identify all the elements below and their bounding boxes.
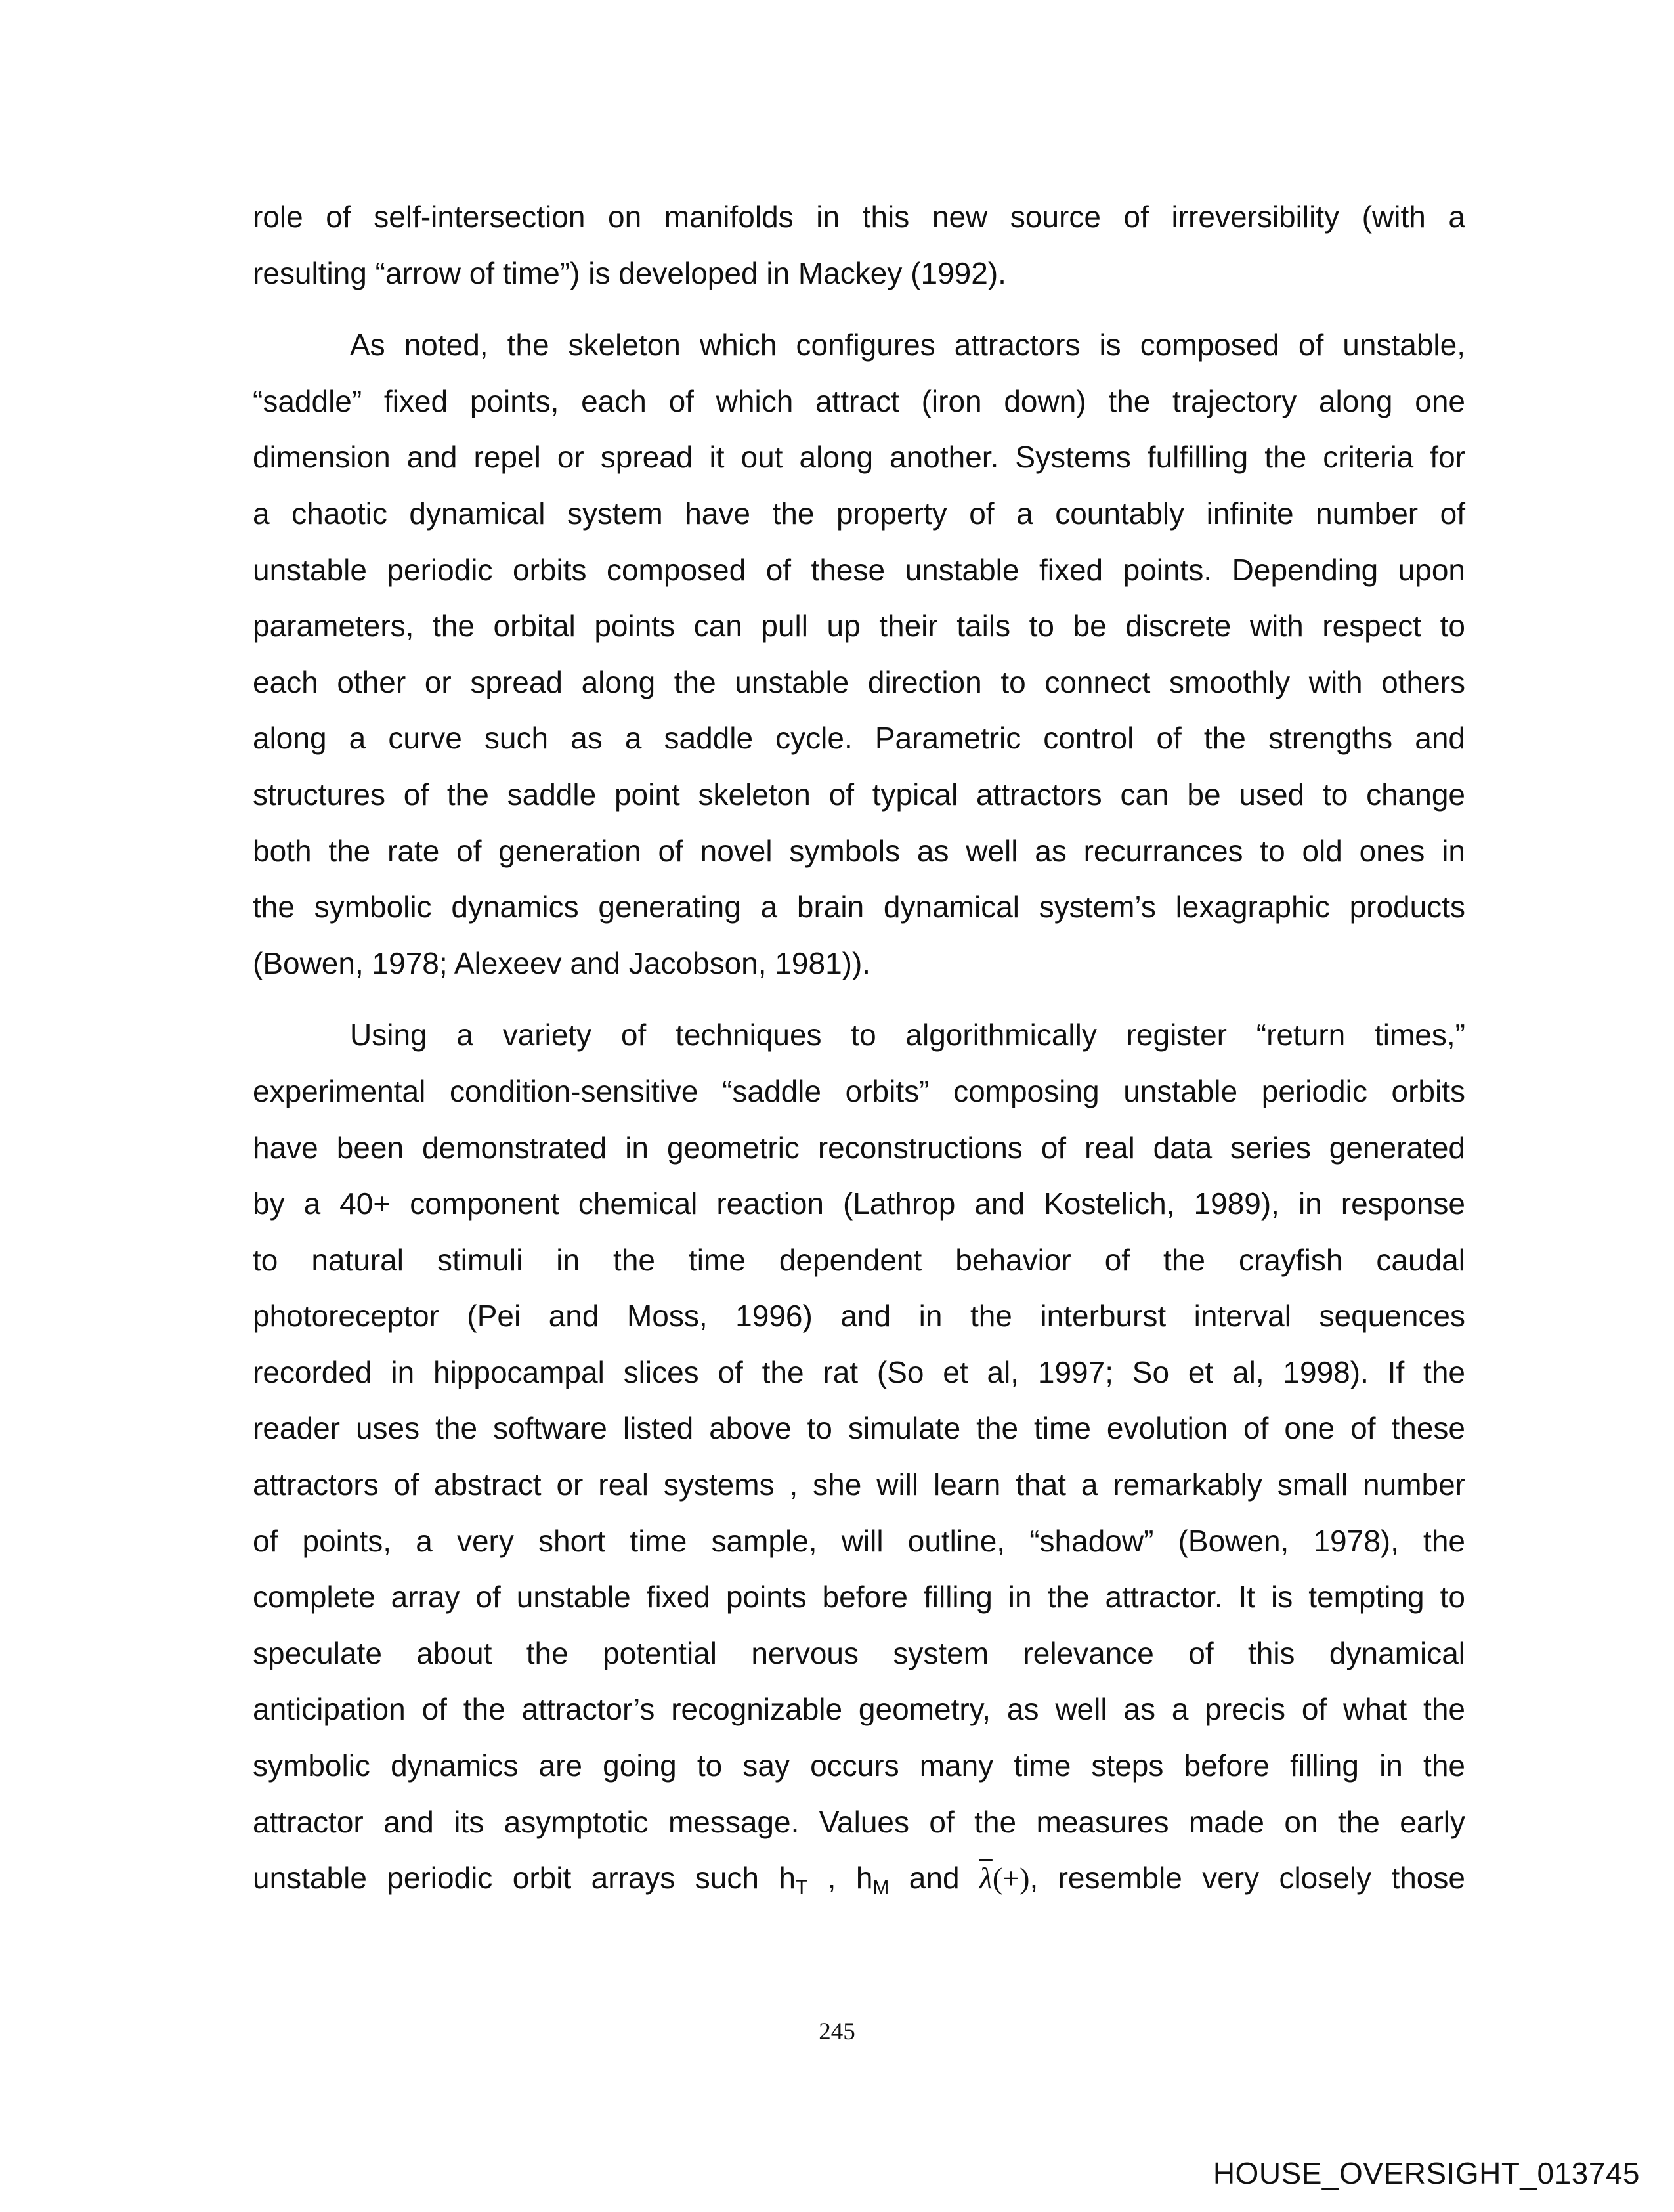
text-line: role of self-intersection on manifolds in this new source of irreversibility (with a bbox=[253, 200, 1465, 234]
text-line: to natural stimuli in the time dependent behavior of the crayfish caudal bbox=[253, 1242, 1465, 1277]
text-segment: unstable periodic orbit arrays such h bbox=[253, 1861, 796, 1896]
text-line: anticipation of the attractor’s recognizable geometry, as well as a precis of what the bbox=[253, 1692, 1465, 1727]
text-line: attractor and its asymptotic message. Values of the measures made on the early bbox=[253, 1804, 1465, 1839]
bates-stamp: HOUSE_OVERSIGHT_013745 bbox=[1213, 2156, 1640, 2190]
text-line: “saddle” fixed points, each of which attract (iron down) the trajectory along one bbox=[253, 383, 1465, 418]
text-line: As noted, the skeleton which configures attractors is composed of unstable, bbox=[350, 328, 1465, 362]
text-line: dimension and repel or spread it out along another. Systems fulfilling the criteria for bbox=[253, 440, 1465, 475]
lambda-argument: (+) bbox=[992, 1861, 1030, 1896]
text-line: parameters, the orbital points can pull up their tails to be discrete with respect to bbox=[253, 609, 1465, 643]
text-line-with-formula bbox=[253, 1850, 1465, 1907]
text-line: each other or spread along the unstable direction to connect smoothly with others bbox=[253, 664, 1465, 699]
text-line: (Bowen, 1978; Alexeev and Jacobson, 1981)). bbox=[253, 945, 871, 980]
subscript-m: M bbox=[872, 1876, 890, 1899]
lambda-bar-symbol: $\overline{\lambda}$ bbox=[979, 1861, 993, 1896]
text-segment: , resemble very closely those bbox=[1029, 1861, 1465, 1896]
text-line: reader uses the software listed above to simulate the time evolution of one of these bbox=[253, 1411, 1465, 1446]
text-line: by a 40+ component chemical reaction (Lathrop and Kostelich, 1989), in response bbox=[253, 1186, 1465, 1221]
paragraph-3 bbox=[253, 1007, 1465, 1907]
text-segment: and bbox=[889, 1861, 979, 1896]
text-line: Using a variety of techniques to algorithmically register “return times,” bbox=[350, 1018, 1465, 1052]
page-number: 245 bbox=[819, 2018, 855, 2045]
text-line: unstable periodic orbits composed of these unstable fixed points. Depending upon bbox=[253, 552, 1465, 587]
text-line: experimental condition-sensitive “saddle orbits” composing unstable periodic orbits bbox=[253, 1073, 1465, 1108]
text-line: along a curve such as a saddle cycle. Parametric control of the strengths and bbox=[253, 721, 1465, 756]
text-line: attractors of abstract or real systems , she will learn that a remarkably small number bbox=[253, 1467, 1465, 1502]
body-text bbox=[253, 189, 1465, 1907]
text-line: symbolic dynamics are going to say occurs many time steps before filling in the bbox=[253, 1748, 1465, 1783]
text-line: recorded in hippocampal slices of the rat (So et al, 1997; So et al, 1998). If the bbox=[253, 1355, 1465, 1389]
text-line: resulting “arrow of time”) is developed in Mackey (1992). bbox=[253, 255, 1006, 290]
text-segment: , h bbox=[807, 1861, 873, 1896]
text-line: complete array of unstable fixed points before filling in the attractor. It is tempting to bbox=[253, 1580, 1465, 1615]
text-line: both the rate of generation of novel symbols as well as recurrances to old ones in bbox=[253, 833, 1465, 868]
text-line: photoreceptor (Pei and Moss, 1996) and in the interburst interval sequences bbox=[253, 1299, 1465, 1334]
text-line: of points, a very short time sample, will outline, “shadow” (Bowen, 1978), the bbox=[253, 1523, 1465, 1558]
text-line: the symbolic dynamics generating a brain dynamical system’s lexagraphic products bbox=[253, 890, 1465, 924]
text-line: speculate about the potential nervous system relevance of this dynamical bbox=[253, 1636, 1465, 1670]
paragraph-2 bbox=[253, 317, 1465, 991]
text-line: a chaotic dynamical system have the property of a countably infinite number of bbox=[253, 496, 1465, 531]
paragraph-1 bbox=[253, 189, 1465, 301]
subscript-t: T bbox=[795, 1876, 808, 1899]
text-line: have been demonstrated in geometric reconstructions of real data series generated bbox=[253, 1130, 1465, 1165]
text-line: structures of the saddle point skeleton of typical attractors can be used to change bbox=[253, 777, 1465, 812]
